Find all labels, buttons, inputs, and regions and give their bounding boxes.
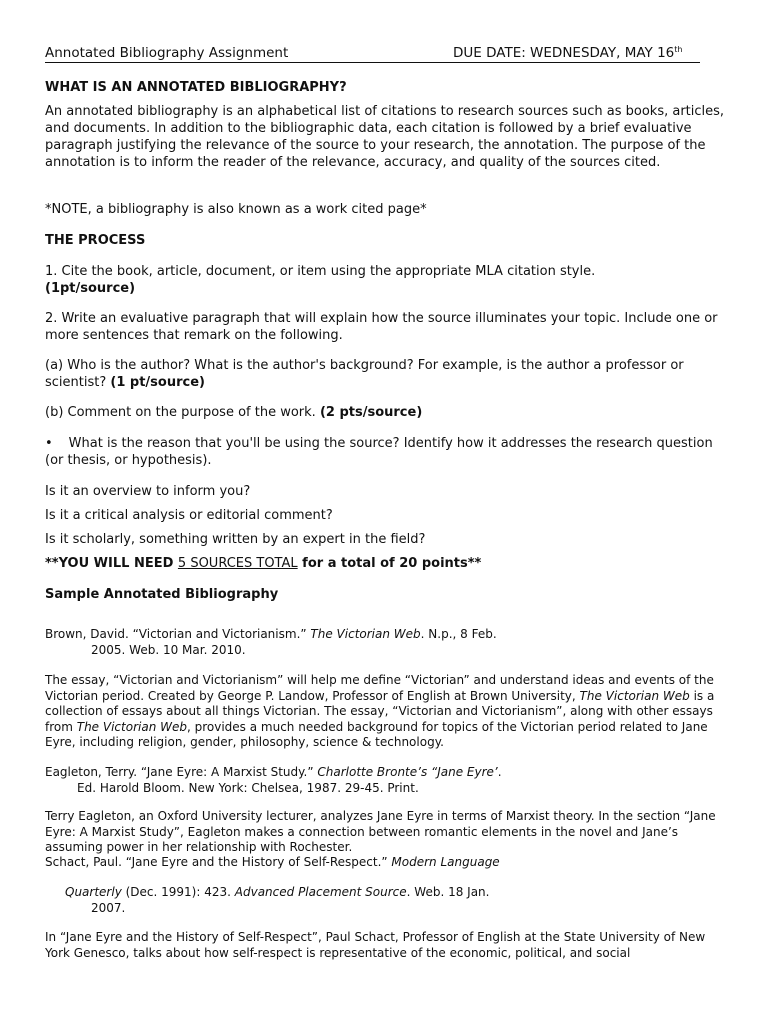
citation-schact-cont: Quarterly (Dec. 1991): 423. Advanced Placement Source. Web. 18 Jan. 2007. (65, 885, 490, 915)
step-1: 1. Cite the book, article, document, or item using the appropriate MLA citation style. (1pt/source) (45, 264, 596, 296)
citation-brown: Brown, David. “Victorian and Victorianism.” The Victorian Web. N.p., 8 Feb. 2005. Web. 10 Mar. 2010. (45, 627, 497, 657)
due-date: DUE DATE: WEDNESDAY, MAY 16th (453, 45, 683, 61)
annotation-schact: In “Jane Eyre and the History of Self-Respect”, Paul Schact, Professor of English at the State University of New York Genesco, talks about how self-respect is representative of the economic, political, and social (45, 930, 706, 960)
bullet-glyph: • (45, 436, 53, 451)
step-2b: (b) Comment on the purpose of the work. (2 pts/source) (45, 405, 423, 420)
step-2a: (a) Who is the author? What is the author's background? For example, is the author a professor or scientist? (1 pt/source) (45, 358, 684, 390)
question-3: Is it scholarly, something written by an expert in the field? (45, 532, 426, 547)
note-text: *NOTE, a bibliography is also known as a work cited page* (45, 202, 427, 217)
bullet-item: • What is the reason that you'll be using the source? Identify how it addresses the research question (or thesis, or hypothesis). (45, 436, 713, 468)
section-heading-what-is: WHAT IS AN ANNOTATED BIBLIOGRAPHY? (45, 80, 347, 95)
step-2: 2. Write an evaluative paragraph that will explain how the source illuminates your topic. Include one or more sentences that remark on the following. (45, 311, 718, 343)
annotation-brown: The essay, “Victorian and Victorianism” will help me define “Victorian” and understand ideas and events of the Victorian period. Created by George P. Landow, Professor of English at Brown University, The Victorian Web is a collection of essays about all things Victorian. The essay, “Victorian and Victorianism”, along with other essays from The Victorian Web, provides a much needed background for topics of the Victorian period related to Jane Eyre, including religion, gender, philosophy, science & technology. (45, 673, 715, 749)
annotation-eagleton: Terry Eagleton, an Oxford University lecturer, analyzes Jane Eyre in terms of Marxist theory. In the section “Jane Eyre: A Marxist Study”, Eagleton makes a connection between romantic elements in the novel and Jane’s assuming power in her relationship with Rochester. (45, 809, 716, 854)
definition-paragraph: An annotated bibliography is an alphabetical list of citations to research sources such as books, articles, and documents. In addition to the bibliographic data, each citation is followed by a brief evaluative paragraph justifying the relevance of the source to your research, the annotation. The purpose of the annotation is to inform the reader of the relevance, accuracy, and quality of the sources cited. (45, 104, 725, 170)
question-1: Is it an overview to inform you? (45, 484, 251, 499)
assignment-title: Annotated Bibliography Assignment (45, 45, 289, 61)
total-points-note: **YOU WILL NEED 5 SOURCES TOTAL for a total of 20 points** (45, 556, 482, 571)
citation-eagleton: Eagleton, Terry. “Jane Eyre: A Marxist Study.” Charlotte Bronte’s “Jane Eyre’. Ed. Harold Bloom. New York: Chelsea, 1987. 29-45. Print. (45, 765, 502, 795)
question-2: Is it a critical analysis or editorial comment? (45, 508, 333, 523)
sample-heading: Sample Annotated Bibliography (45, 587, 279, 602)
page-header (45, 45, 700, 63)
citation-schact: Schact, Paul. “Jane Eyre and the History of Self-Respect.” Modern Language (45, 855, 500, 869)
section-heading-process: THE PROCESS (45, 233, 146, 248)
